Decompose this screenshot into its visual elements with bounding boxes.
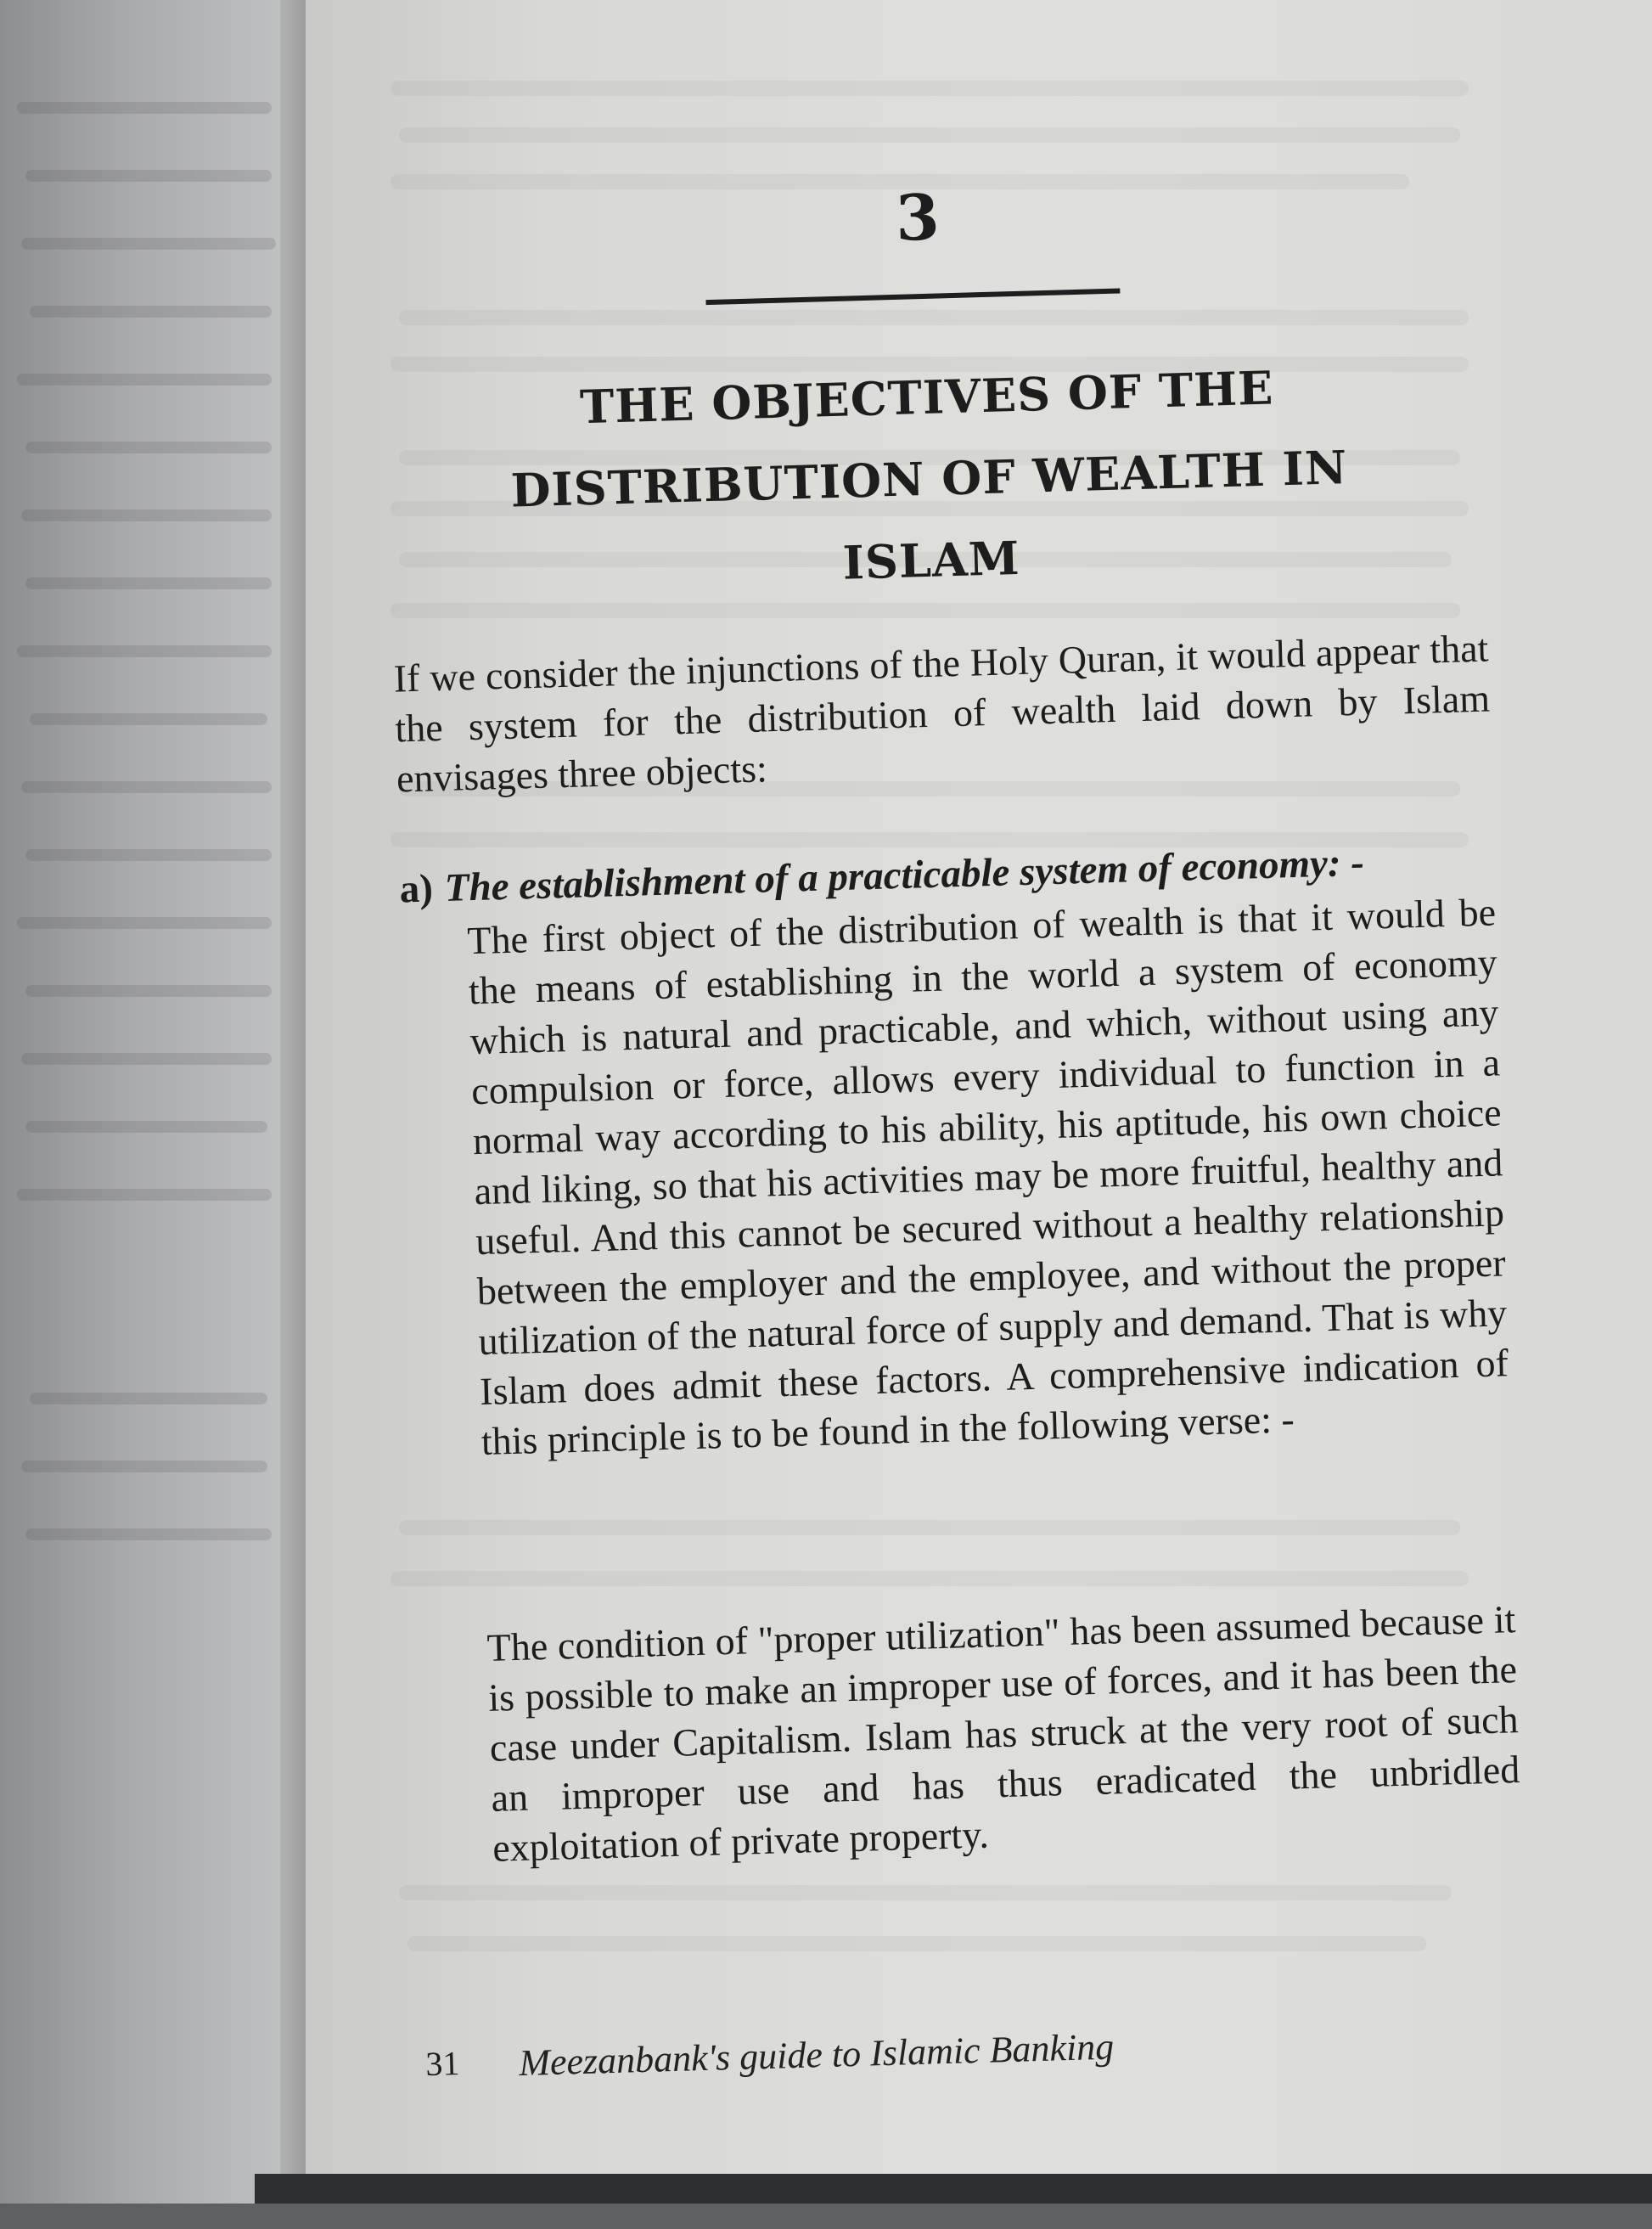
intro-paragraph: If we consider the injunctions of the Holy Quran, it would appear that the system for the distribution of wealth laid down by Islam envisages three objects:	[393, 626, 1491, 801]
chapter-divider	[705, 289, 1120, 306]
section-a-paragraph-1: The first object of the distribution of wealth is that it would be the means of establishing in the world a system of economy which is natural and practicable, and which, without using any compulsion or force, allows every individual to function in a normal way according to his ability, his aptitude, his own choice and liking, so that his activities may be more fruitful, healthy and useful. And this cannot be secured without a healthy relationship between the employer and the employee, and without the proper utilization of the natural force of supply and demand. That is why Islam does admit these factors. A comprehensive indication of this principle is to be found in the following verse: -	[466, 890, 1509, 1464]
section-a-paragraph-2: The condition of "proper utilization" has been assumed because it is possible to make an improper use of forces, and it has been the case under Capitalism. Islam has struck at the very root of such an improper use and has thus eradicated the unbridled exploitation of private property.	[486, 1597, 1520, 1870]
section-a-marker: a)	[398, 866, 434, 912]
page-number: 31	[424, 2044, 460, 2084]
chapter-title: THE OBJECTIVES OF THE DISTRIBUTION OF WEALTH IN ISLAM	[509, 360, 1349, 590]
section-a-heading-text: The establishment of a practicable system of economy: -	[444, 840, 1365, 910]
chapter-number: 3	[894, 181, 941, 256]
running-footer: Meezanbank's guide to Islamic Banking	[518, 2025, 1115, 2085]
